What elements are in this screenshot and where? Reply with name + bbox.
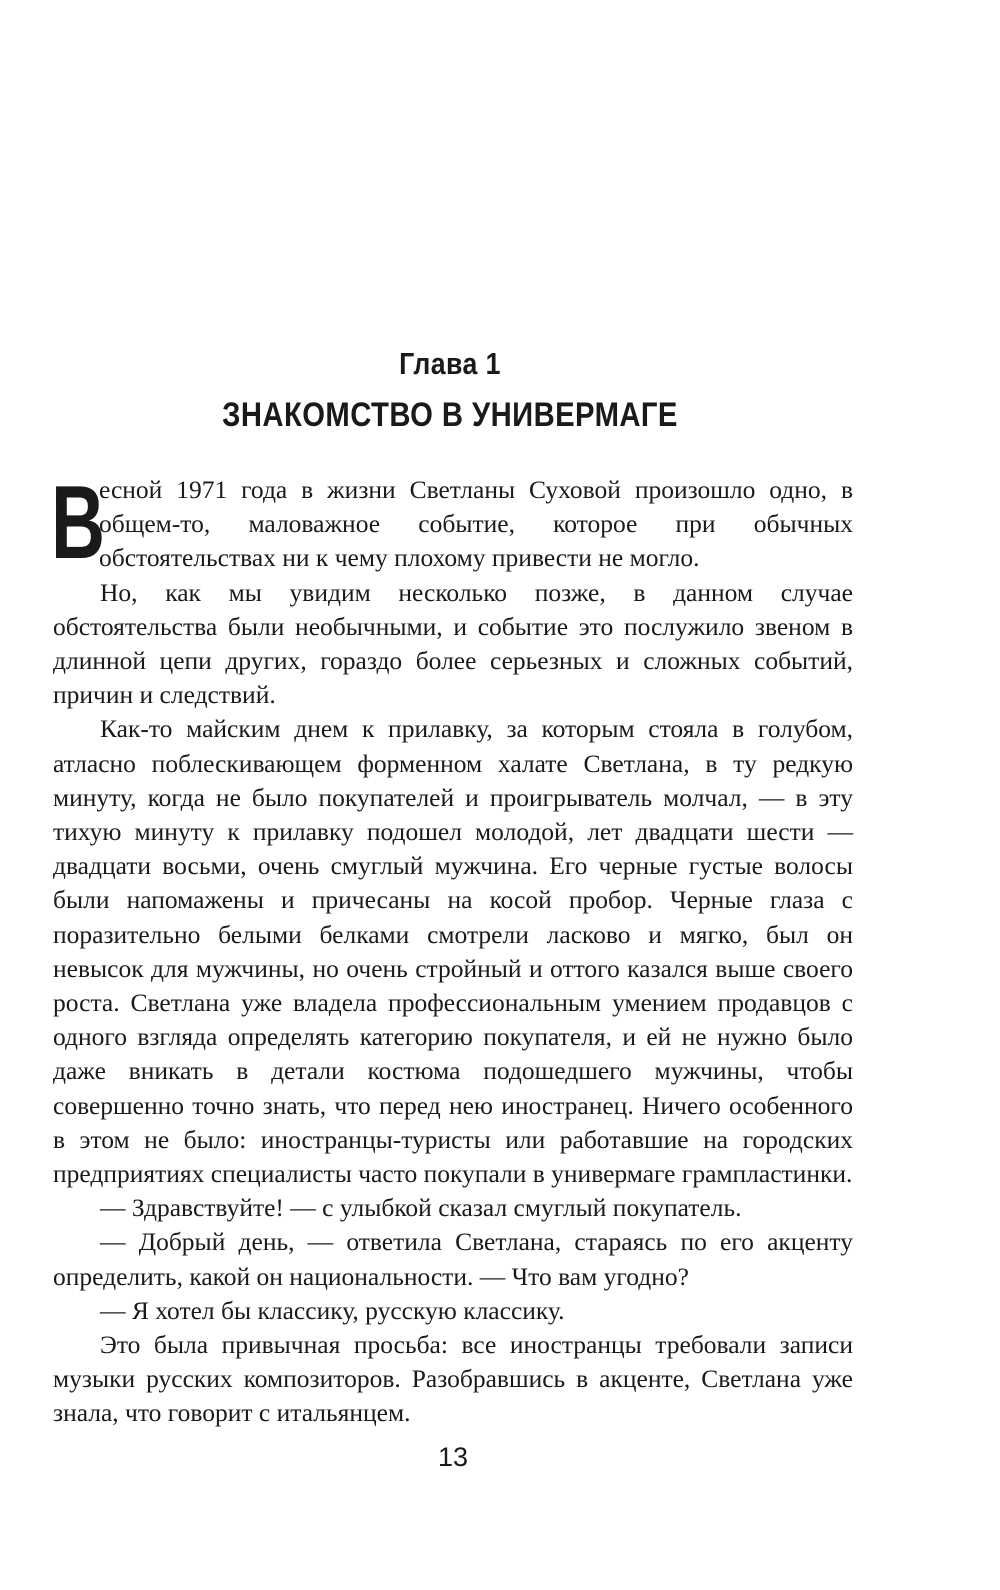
paragraph: Но, как мы увидим несколько позже, в данном случае обстоятельства были необычными, и событие это послужило звеном в длинной цепи других, гораздо более серьезных и сложных событий, причин и следствий. [53, 577, 853, 710]
drop-cap: В [51, 465, 106, 581]
dialogue-line: — Здравствуйте! — с улыбкой сказал смуглый покупатель. [100, 1193, 742, 1223]
paragraph [51, 465, 853, 581]
paragraph: Как-то майским днем к прилавку, за которым стояла в голубом, атласно поблескивающем форменном халате Светлана, в ту редкую минуту, когда не было покупателей и проигрыватель молчал, — в эту тихую минуту к прилавку подошел молодой, лет двадцати шести — двадцати восьми, очень смуглый мужчина. Его черные густые волосы были напомажены и причесаны на косой пробор. Черные глаза с поразительно белыми белками смотрели ласково и мягко, был он невысок для мужчины, но очень стройный и оттого казался выше своего роста. Светлана уже владела профессиональным умением продавцов с одного взгляда определять категорию покупателя, и ей не нужно было даже вникать в детали костюма подошедшего мужчины, чтобы совершенно точно знать, что перед нею иностранец. Ничего особенного в этом не было: иностранцы-туристы или работавшие на городских предприятиях специалисты часто покупали в универмаге грампластинки. [53, 714, 853, 1189]
paragraph-text: есной 1971 года в жизни Светланы Суховой произошло одно, в общем-то, маловажное событие, которое при обычных обстоятельствах ни к чему плохому привести не могло. [99, 475, 853, 573]
page-number: 13 [437, 1442, 469, 1472]
chapter-number: Глава 1 [399, 346, 501, 381]
chapter-title: ЗНАКОМСТВО В УНИВЕРМАГЕ [222, 396, 678, 434]
body-text [51, 465, 853, 1431]
dialogue-line: — Я хотел бы классику, русскую классику. [100, 1295, 565, 1325]
dialogue-line: — Добрый день, — ответила Светлана, стараясь по его акценту определить, какой он национальности. — Что вам угодно? [53, 1227, 853, 1291]
paragraph: Это была привычная просьба: все иностранцы требовали записи музыки русских композиторов. Разобравшись в акценте, Светлана уже знала, что говорит с итальянцем. [53, 1330, 853, 1428]
